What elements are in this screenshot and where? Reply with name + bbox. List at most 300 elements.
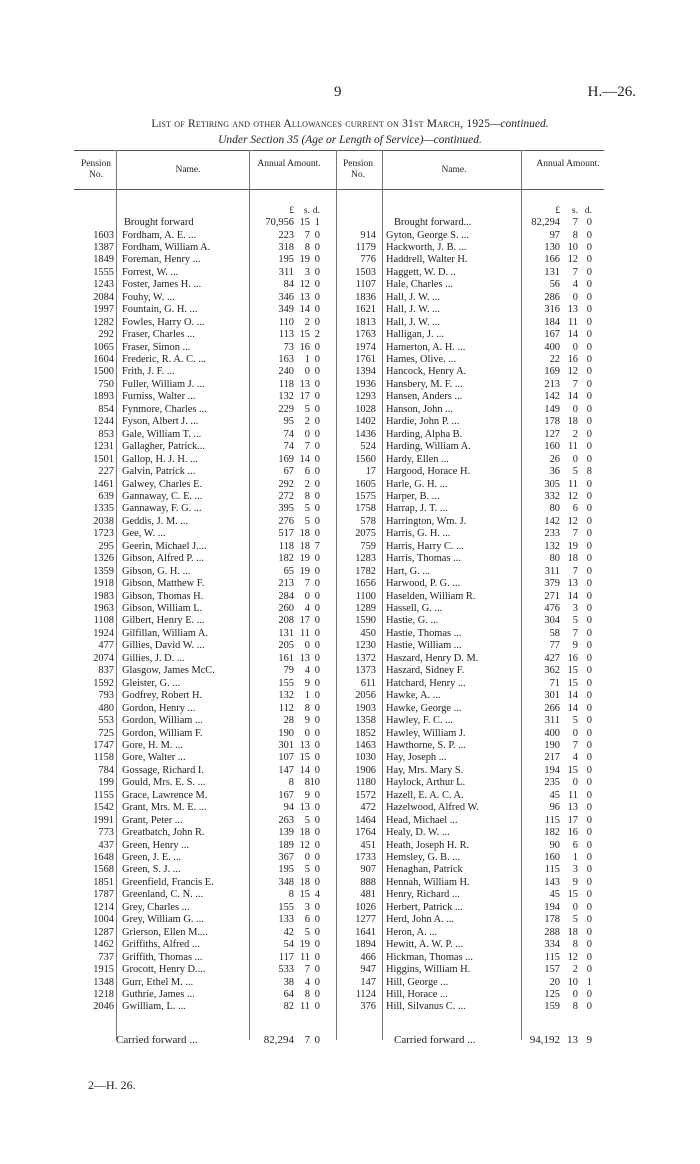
pension-number: 480	[98, 702, 114, 714]
pension-number: 524	[360, 441, 376, 453]
amount-pence: 0	[314, 391, 320, 403]
pension-number: 472	[360, 802, 376, 814]
pensioner-name: Harris, Harry C. ...	[386, 540, 464, 552]
pension-number: 1359	[93, 565, 114, 577]
brought-forward-amount: 1	[314, 217, 320, 228]
amount-pence: 0	[314, 354, 320, 365]
amount-pounds: 142	[544, 515, 560, 527]
amount-shillings: 18	[299, 528, 310, 540]
amount-pounds: 194	[544, 764, 560, 776]
amount-pounds: 112	[278, 702, 294, 714]
amount-shillings: 0	[572, 403, 578, 415]
pension-number: 292	[98, 329, 114, 341]
pension-number: 1568	[93, 864, 114, 876]
amount-pounds: 169	[544, 366, 560, 378]
amount-pounds: 163	[278, 354, 294, 365]
amount-shillings: 14	[299, 304, 310, 316]
amount-pence: 0	[314, 490, 320, 502]
amount-pounds: 143	[544, 876, 560, 888]
amount-shillings: 18	[299, 540, 310, 552]
amount-pence: 0	[314, 677, 320, 689]
amount-pounds: 149	[544, 403, 560, 415]
amount-pence: 0	[586, 926, 592, 938]
amount-pounds: 517	[278, 528, 294, 540]
pension-number: 1348	[93, 976, 114, 988]
pension-number: 793	[98, 690, 114, 702]
pension-number: 1604	[93, 354, 114, 365]
pensioner-name: Harris, Thomas ...	[386, 553, 461, 565]
pensioner-name: Herbert, Patrick ...	[386, 901, 463, 913]
amount-shillings: 5	[572, 914, 578, 926]
amount-pence: 0	[586, 241, 592, 253]
pensioner-name: Green, J. E. ...	[122, 852, 182, 863]
amount-pounds: 84	[283, 279, 294, 291]
table-row	[0, 678, 700, 690]
header-pension-no-left: Pension No.	[80, 159, 112, 180]
amount-pence: 0	[586, 665, 592, 677]
amount-shillings: 4	[304, 665, 310, 677]
pensioner-name: Henaghan, Patrick	[386, 864, 463, 876]
amount-pence: 0	[314, 926, 320, 938]
table-row	[0, 230, 700, 242]
amount-shillings: 19	[567, 540, 578, 552]
pension-number: 611	[360, 677, 376, 689]
header-annual-amount-right: Annual Amount.	[536, 159, 600, 169]
carried-forward-label: Carried forward ...	[394, 1034, 476, 1046]
pension-number: 737	[98, 951, 114, 963]
pension-number: 1461	[93, 478, 114, 490]
amount-shillings: 11	[567, 441, 578, 453]
pension-number: 1293	[355, 391, 376, 403]
pensioner-name: Hatchard, Henry ...	[386, 677, 466, 689]
amount-pence: 0	[586, 914, 592, 926]
pension-number: 376	[360, 1001, 376, 1013]
amount-pounds: 132	[278, 391, 294, 403]
pensioner-name: Foreman, Henry ...	[122, 254, 201, 266]
pensioner-name: Hawley, William J.	[386, 727, 466, 739]
pension-number: 1358	[355, 715, 376, 727]
amount-shillings: 8	[572, 229, 578, 241]
brought-forward-amount: 0	[586, 217, 592, 228]
amount-pence: 0	[314, 864, 320, 876]
table-row	[0, 503, 700, 515]
pensioner-name: Gordon, William ...	[122, 715, 203, 727]
pensioner-name: Gilbert, Henry E. ...	[122, 615, 205, 627]
amount-shillings: 3	[304, 266, 310, 278]
amount-pence: 0	[314, 316, 320, 328]
pension-number: 1436	[355, 428, 376, 440]
pensioner-name: Gibson, William L.	[122, 603, 203, 614]
pensioner-name: Gannaway, F. G. ...	[122, 503, 202, 515]
amount-pence: 0	[314, 690, 320, 702]
amount-pounds: 190	[544, 739, 560, 751]
amount-pence: 0	[586, 727, 592, 739]
amount-unit-label: d.	[312, 206, 320, 216]
amount-shillings: 11	[567, 316, 578, 328]
table-row	[0, 628, 700, 640]
pension-number: 1893	[93, 391, 114, 403]
amount-pence: 0	[586, 939, 592, 951]
pensioner-name: Gee, W. ...	[122, 528, 166, 540]
amount-shillings: 14	[567, 590, 578, 602]
amount-pounds: 334	[544, 939, 560, 951]
pension-number: 1244	[93, 416, 114, 428]
amount-shillings: 15	[299, 889, 310, 901]
amount-pence: 0	[586, 416, 592, 428]
amount-pence: 0	[586, 864, 592, 876]
pensioner-name: Fraser, Simon ...	[122, 341, 191, 353]
amount-shillings: 10	[567, 241, 578, 253]
table-row	[0, 541, 700, 553]
amount-pounds: 301	[544, 690, 560, 702]
pension-number: 1924	[93, 627, 114, 639]
amount-pence: 0	[314, 715, 320, 727]
amount-pence: 0	[586, 640, 592, 652]
pensioner-name: Harris, G. H. ...	[386, 528, 451, 540]
amount-pence: 0	[586, 777, 592, 789]
amount-pence: 0	[314, 901, 320, 913]
table-row	[0, 939, 700, 951]
pension-number: 1894	[355, 939, 376, 951]
pension-number: 199	[98, 777, 114, 789]
amount-pounds: 133	[278, 914, 294, 926]
amount-shillings: 9	[304, 715, 310, 727]
amount-shillings: 1	[304, 354, 310, 365]
amount-shillings: 0	[304, 428, 310, 440]
amount-pounds: 56	[549, 279, 560, 291]
amount-shillings: 5	[304, 864, 310, 876]
amount-pounds: 147	[278, 764, 294, 776]
amount-shillings: 4	[572, 279, 578, 291]
amount-shillings: 19	[299, 553, 310, 565]
amount-pounds: 348	[278, 876, 294, 888]
pension-number: 854	[98, 403, 114, 415]
pensioner-name: Gannaway, C. E. ...	[122, 490, 203, 502]
pensioner-name: Hames, Olive. ...	[386, 354, 457, 365]
pension-number: 1464	[355, 814, 376, 826]
amount-shillings: 2	[304, 416, 310, 428]
amount-pence: 0	[314, 802, 320, 814]
pensioner-name: Hale, Charles ...	[386, 279, 453, 291]
amount-pence: 0	[586, 366, 592, 378]
amount-shillings: 13	[299, 802, 310, 814]
amount-pounds: 74	[283, 428, 294, 440]
amount-pence: 0	[314, 964, 320, 976]
amount-shillings: 3	[304, 901, 310, 913]
amount-pence: 0	[314, 428, 320, 440]
table-row	[0, 553, 700, 565]
amount-pounds: 190	[278, 727, 294, 739]
pension-number: 1107	[355, 279, 376, 291]
pension-number: 2038	[93, 515, 114, 527]
amount-pence: 0	[314, 814, 320, 826]
amount-pence: 8	[586, 466, 592, 478]
pensioner-name: Gould, Mrs. E. S. ...	[122, 777, 206, 789]
pensioner-name: Frederic, R. A. C. ...	[122, 354, 206, 365]
amount-shillings: 8	[304, 777, 310, 789]
pension-number: 1463	[355, 739, 376, 751]
amount-shillings: 0	[572, 453, 578, 465]
amount-shillings: 7	[572, 627, 578, 639]
amount-pence: 0	[586, 528, 592, 540]
amount-pence: 0	[586, 715, 592, 727]
table-row	[0, 715, 700, 727]
amount-pounds: 80	[549, 553, 560, 565]
amount-pence: 0	[586, 553, 592, 565]
pensioner-name: Harwood, P. G. ...	[386, 578, 461, 590]
amount-pounds: 115	[544, 814, 560, 826]
pensioner-name: Furniss, Walter ...	[122, 391, 196, 403]
title-line-1: List of Retiring and other Allowances current on 31st March, 1925	[151, 118, 491, 130]
pensioner-name: Hawley, F. C. ...	[386, 715, 453, 727]
amount-pounds: 301	[278, 739, 294, 751]
amount-pounds: 161	[278, 652, 294, 664]
pension-number: 1906	[355, 764, 376, 776]
pension-number: 1575	[355, 490, 376, 502]
pensioner-name: Grant, Mrs. M. E. ...	[122, 802, 207, 814]
pensioner-name: Gibson, Matthew F.	[122, 578, 205, 590]
amount-pounds: 229	[278, 403, 294, 415]
table-row	[0, 603, 700, 615]
amount-shillings: 7	[304, 229, 310, 241]
amount-pounds: 110	[278, 316, 294, 328]
amount-pence: 0	[586, 739, 592, 751]
pensioner-name: Harrington, Wm. J.	[386, 515, 467, 527]
pension-number: 914	[360, 229, 376, 241]
table-row	[0, 317, 700, 329]
amount-pence: 0	[586, 428, 592, 440]
amount-pence: 0	[586, 802, 592, 814]
pensioner-name: Hanson, John ...	[386, 403, 453, 415]
table-row	[0, 952, 700, 964]
pensioner-name: Godfrey, Robert H.	[122, 690, 203, 702]
carried-forward-amount: 9	[586, 1034, 592, 1046]
pension-number: 1903	[355, 702, 376, 714]
table-row	[0, 815, 700, 827]
pension-number: 1289	[355, 603, 376, 614]
amount-pounds: 118	[278, 540, 294, 552]
amount-pence: 0	[314, 304, 320, 316]
title-continued: —continued.	[490, 118, 549, 130]
amount-shillings: 15	[567, 889, 578, 901]
amount-pence: 10	[309, 777, 320, 789]
amount-pence: 0	[314, 378, 320, 390]
amount-pence: 0	[586, 354, 592, 365]
amount-pence: 0	[314, 752, 320, 764]
pension-number: 888	[360, 876, 376, 888]
amount-shillings: 1	[304, 690, 310, 702]
amount-pence: 0	[586, 229, 592, 241]
amount-shillings: 7	[572, 565, 578, 577]
pensioner-name: Fowles, Harry O. ...	[122, 316, 205, 328]
table-row	[0, 292, 700, 304]
table-row	[0, 491, 700, 503]
amount-pounds: 182	[278, 553, 294, 565]
pension-number: 1372	[355, 652, 376, 664]
pension-number: 907	[360, 864, 376, 876]
pension-number: 466	[360, 951, 376, 963]
amount-pence: 0	[314, 727, 320, 739]
amount-pence: 0	[314, 640, 320, 652]
pension-number: 1503	[355, 266, 376, 278]
amount-pounds: 155	[278, 677, 294, 689]
amount-pence: 0	[586, 578, 592, 590]
table-row	[0, 279, 700, 291]
pension-number: 437	[98, 839, 114, 851]
pensioner-name: Hall, J. W. ...	[386, 291, 440, 303]
table-row	[0, 578, 700, 590]
pensioner-name: Hewitt, A. W. P. ...	[386, 939, 464, 951]
pension-number: 1326	[93, 553, 114, 565]
amount-shillings: 4	[304, 976, 310, 988]
amount-pounds: 182	[544, 827, 560, 839]
pensioner-name: Harding, William A.	[386, 441, 471, 453]
amount-shillings: 0	[572, 341, 578, 353]
pensioner-name: Gillies, J. D. ...	[122, 652, 185, 664]
pension-number: 147	[360, 976, 376, 988]
amount-shillings: 8	[304, 702, 310, 714]
amount-shillings: 2	[572, 964, 578, 976]
pensioner-name: Gallop, H. J. H. ...	[122, 453, 198, 465]
amount-pence: 0	[314, 291, 320, 303]
pensioner-name: Gale, William T. ...	[122, 428, 202, 440]
pension-number: 2056	[355, 690, 376, 702]
pension-number: 759	[360, 540, 376, 552]
table-row	[0, 740, 700, 752]
amount-shillings: 18	[299, 827, 310, 839]
pensioner-name: Greenland, C. N. ...	[122, 889, 204, 901]
amount-unit-label: £	[289, 206, 294, 216]
amount-shillings: 13	[299, 378, 310, 390]
amount-shillings: 19	[299, 565, 310, 577]
pension-number: 853	[98, 428, 114, 440]
amount-shillings: 9	[304, 677, 310, 689]
header-name-right: Name.	[441, 165, 467, 175]
amount-pounds: 79	[283, 665, 294, 677]
pension-number: 1974	[355, 341, 376, 353]
amount-pence: 7	[314, 540, 320, 552]
pensioner-name: Greenfield, Francis E.	[122, 876, 214, 888]
pensioner-name: Herd, John A. ...	[386, 914, 455, 926]
amount-shillings: 9	[304, 789, 310, 801]
amount-shillings: 13	[567, 578, 578, 590]
amount-shillings: 5	[572, 615, 578, 627]
amount-shillings: 13	[299, 291, 310, 303]
pensioner-name: Hastie, Thomas ...	[386, 627, 462, 639]
pension-number: 1787	[93, 889, 114, 901]
amount-shillings: 12	[567, 951, 578, 963]
amount-pence: 0	[586, 827, 592, 839]
amount-shillings: 16	[567, 652, 578, 664]
amount-shillings: 0	[304, 640, 310, 652]
amount-pence: 0	[586, 988, 592, 1000]
pensioner-name: Haszard, Henry D. M.	[386, 652, 479, 664]
table-row	[0, 391, 700, 403]
amount-pence: 0	[314, 453, 320, 465]
amount-pounds: 240	[278, 366, 294, 378]
pensioner-name: Harding, Alpha B.	[386, 428, 463, 440]
amount-pounds: 77	[549, 640, 560, 652]
amount-pounds: 271	[544, 590, 560, 602]
amount-pounds: 160	[544, 852, 560, 863]
table-row	[0, 429, 700, 441]
amount-unit-label: s.	[571, 206, 578, 216]
pension-number: 1282	[93, 316, 114, 328]
amount-shillings: 11	[567, 789, 578, 801]
pension-number: 947	[360, 964, 376, 976]
pension-number: 1648	[93, 852, 114, 863]
amount-pounds: 26	[549, 453, 560, 465]
amount-shillings: 4	[304, 603, 310, 614]
pensioner-name: Grocott, Henry D....	[122, 964, 206, 976]
table-row	[0, 914, 700, 926]
pensioner-name: Hawke, George ...	[386, 702, 462, 714]
amount-shillings: 5	[304, 403, 310, 415]
pensioner-name: Guthrie, James ...	[122, 988, 195, 1000]
amount-pounds: 8	[288, 777, 294, 789]
pension-number: 1387	[93, 241, 114, 253]
pensioner-name: Hay, Mrs. Mary S.	[386, 764, 464, 776]
amount-pounds: 223	[278, 229, 294, 241]
amount-pence: 0	[314, 852, 320, 863]
table-row	[0, 640, 700, 652]
pensioner-name: Geerin, Michael J....	[122, 540, 207, 552]
amount-pounds: 194	[544, 901, 560, 913]
amount-pence: 0	[586, 391, 592, 403]
pensioner-name: Gossage, Richard I.	[122, 764, 204, 776]
amount-shillings: 12	[567, 254, 578, 266]
pension-number: 1218	[93, 988, 114, 1000]
amount-pence: 0	[586, 652, 592, 664]
amount-pence: 0	[314, 627, 320, 639]
amount-pounds: 260	[278, 603, 294, 614]
brought-forward-amount: 70,956	[265, 217, 294, 228]
amount-pounds: 288	[544, 926, 560, 938]
pensioner-name: Gleister, G. ...	[122, 677, 181, 689]
amount-pounds: 305	[544, 478, 560, 490]
amount-pence: 0	[586, 266, 592, 278]
pension-number: 773	[98, 827, 114, 839]
table-row	[0, 615, 700, 627]
table-row	[0, 479, 700, 491]
amount-shillings: 14	[567, 690, 578, 702]
amount-pounds: 65	[283, 565, 294, 577]
amount-pounds: 36	[549, 466, 560, 478]
pension-number: 1501	[93, 453, 114, 465]
pensioner-name: Gibson, Alfred P. ...	[122, 553, 204, 565]
amount-pounds: 205	[278, 640, 294, 652]
pensioner-name: Fraser, Charles ...	[122, 329, 195, 341]
pension-number: 1231	[93, 441, 114, 453]
amount-pounds: 159	[544, 1001, 560, 1013]
amount-pence: 0	[586, 378, 592, 390]
amount-shillings: 2	[304, 478, 310, 490]
amount-pence: 0	[314, 266, 320, 278]
amount-shillings: 4	[572, 752, 578, 764]
amount-pounds: 178	[544, 416, 560, 428]
amount-shillings: 17	[299, 615, 310, 627]
title-line-2: Under Section 35 (Age or Length of Service)—continued.	[218, 134, 482, 146]
pensioner-name: Hackworth, J. B. ...	[386, 241, 467, 253]
amount-shillings: 0	[572, 727, 578, 739]
amount-pence: 0	[586, 478, 592, 490]
amount-pence: 0	[314, 590, 320, 602]
pension-number: 1065	[93, 341, 114, 353]
amount-shillings: 0	[572, 988, 578, 1000]
report-reference: H.—26.	[587, 84, 636, 100]
amount-pounds: 184	[544, 316, 560, 328]
amount-shillings: 14	[567, 391, 578, 403]
